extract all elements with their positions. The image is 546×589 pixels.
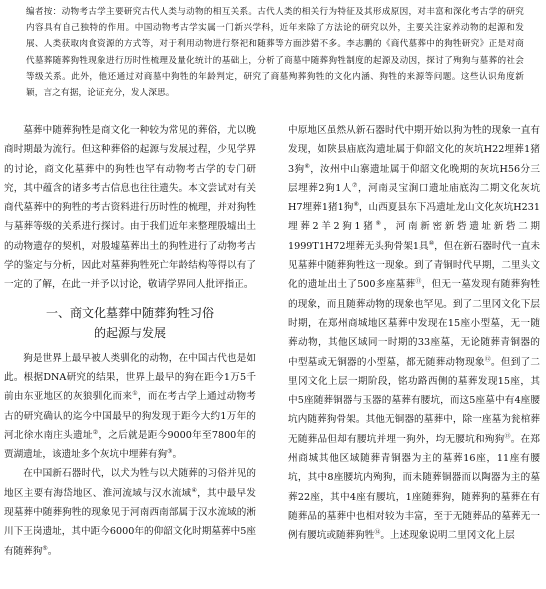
text-run: ，而在考古学上通过动物考古的研究确认的迄今中国最早的狗发现于距今大约1万年的河北徐水南庄头遗址	[4, 391, 257, 441]
section-heading-line-1: 一、商文化墓葬中随葬狗牲习俗	[45, 305, 214, 320]
editor-note: 编者按：动物考古学主要研究古代人类与动物的相互关系。古代人类的相关行为特征及其形成原因，对丰富和深化考古学的研究内容具有自己独特的作用。中国动物考古学实属一门新兴学科，近年来除了方法论的研究以外，主要关注家养动物的起源和发展、人类获取肉食资源的方式等，对于利用动物进行祭祀和随葬等方面涉猎不多。李志鹏的《商代墓葬中的狗牲研究》正是对商代墓葬随葬狗牲现象进行历时性梳理及量化统计的基础上，分析了商墓中随葬狗牲制度的起源及动因，探讨了殉狗与墓葬的社会等级关系。此外，他还通过对商墓中狗牲的年龄判定，研究了商墓殉葬狗牲的文化内涵、狗牲的来源等问题。这些认识角度新颖，言之有据，论证充分，发人深思。	[26, 7, 524, 99]
footnote-ref: ⑧	[353, 201, 359, 208]
right-column	[288, 121, 540, 546]
footnote-ref: ⑥	[304, 162, 311, 170]
text-run: ，河南灵宝涧口遗址庙底沟二期文化灰坑H7埋葬1猪1狗	[288, 182, 540, 214]
text-run: 。但到了二里冈文化上层一期阶段，铭功路西侧的墓葬发现15座，其中5座随葬铜器与玉器的墓葬有腰坑，而这5座墓中有4座腰坑内随葬狗骨架。其他无铜器的墓葬中，除一座墓为瓮棺葬无随葬品但却有腰坑并埋一狗外，均无腰坑和殉狗	[288, 356, 540, 445]
text-run: ，但无一墓发现有随葬狗牲的现象，而且随葬动物的现象也罕见。到了二里冈文化下层时期，在郑州商城地区墓葬中发现在15座小型墓，无一随葬动物，其他区域同一时期的33座墓，无论随葬青铜器的中型墓或无铜器的小型墓，都无随葬动物现象	[288, 279, 540, 368]
text-run: ，河南新密新砦遗址新砦二期1999T1H72埋葬无头狗骨架1具	[288, 221, 540, 252]
text-run: 在中国新石器时代，以犬为牲与以犬随葬的习俗并见的地区主要有海岱地区、淮河流域与汉水流域	[4, 468, 256, 499]
footnote-ref: ⑭	[374, 529, 381, 537]
text-run: 。	[172, 449, 183, 461]
text-run: 。在郑州商城其他区域随葬青铜器为主的墓葬16座，11座有腰坑，其中8座腰坑内殉狗，而未随葬铜器而以陶器为主的墓葬22座，其中4座有腰坑，1座随葬狗，随葬狗的墓葬在有随葬品的墓葬中也相对较为丰富，至于无随葬品的墓葬无一例有腰坑或随葬狗牲	[288, 433, 540, 542]
text-run: ，山西夏县东下冯遗址龙山文化灰坑H231埋葬2羊2狗1猪	[288, 202, 540, 233]
footnote-ref: ⑤	[42, 544, 48, 552]
text-run: ，其中最早发现墓葬中随葬狗牲的现象见于河南西南部属于汉水流域的淅川下王岗遗址，其中距今6000年的仰韶文化时期墓葬中5座有随葬狗	[4, 487, 257, 557]
footnote-ref: ⑪	[415, 278, 422, 286]
left-column	[4, 121, 256, 561]
footnote-ref: ⑨	[375, 220, 384, 228]
text-run: 狗是世界上最早被人类驯化的动物，在中国古代也是如此。根据DNA研究的结果，世界上最早的狗在距今1万5千前由东亚地区的灰狼驯化而来	[4, 352, 256, 403]
intro-paragraph: 墓葬中随葬狗牲是商文化一种较为常见的葬俗，尤以晚商时期最为流行。但这种葬俗的起源与发展过程，少见学界的讨论，商文化墓葬中的狗牲也罕有动物考古学的专门研究，其中蕴含的诸多考古信息也往往遗失。本文尝试对有关商代墓葬中的狗牲的考古资料进行历时性的梳理，并对狗牲与墓葬等级的关系进行探讨。由于我们近年来整理殷墟出土的动物遗存的契机，对殷墟墓葬出土的狗牲进行了动物考古学的鉴定与分析，因此对墓葬狗牲死亡年龄结构等得以有了一定的了解，在此一并予以讨论，敬请学界同人批评指正。	[4, 125, 256, 291]
footnote-ref: ③	[167, 447, 173, 455]
dog-domestication-paragraph	[4, 349, 256, 465]
central-plains-paragraph	[288, 121, 540, 546]
text-run: ，但在新石器时代一直未见墓葬中随葬狗牲这一现象。到了青铜时代早期，二里头文化的遗址出土了500多座墓葬	[288, 240, 540, 291]
footnote-ref: ⑬	[504, 432, 511, 440]
text-run: 。上述现象说明二里冈文化上层	[380, 530, 515, 542]
footnote-ref: ④	[191, 486, 198, 494]
text-run: ，之后就是距今9000年至7800年的贾湖遗址，该遗址多个灰坑中埋葬有狗	[4, 429, 256, 461]
text-run: 中原地区虽然从新石器时代中期开始以狗为牲的现象一直有发现，如陕县庙底沟遗址属于仰韶文化的灰坑H22埋葬1猪3狗	[288, 125, 540, 175]
text-run: 。	[47, 545, 58, 557]
text-run: ，汝州中山寨遗址属于仰韶文化晚期的灰坑H56分三层埋葬2狗1人	[288, 163, 540, 194]
footnote-ref: ①	[132, 390, 138, 398]
footnote-ref: ⑦	[352, 181, 358, 189]
footnote-ref: ⑩	[428, 239, 435, 247]
neolithic-paragraph	[4, 464, 256, 560]
section-heading-line-2: 的起源与发展	[93, 325, 166, 340]
footnote-ref: ②	[92, 428, 99, 436]
footnote-ref: ⑫	[484, 355, 492, 363]
